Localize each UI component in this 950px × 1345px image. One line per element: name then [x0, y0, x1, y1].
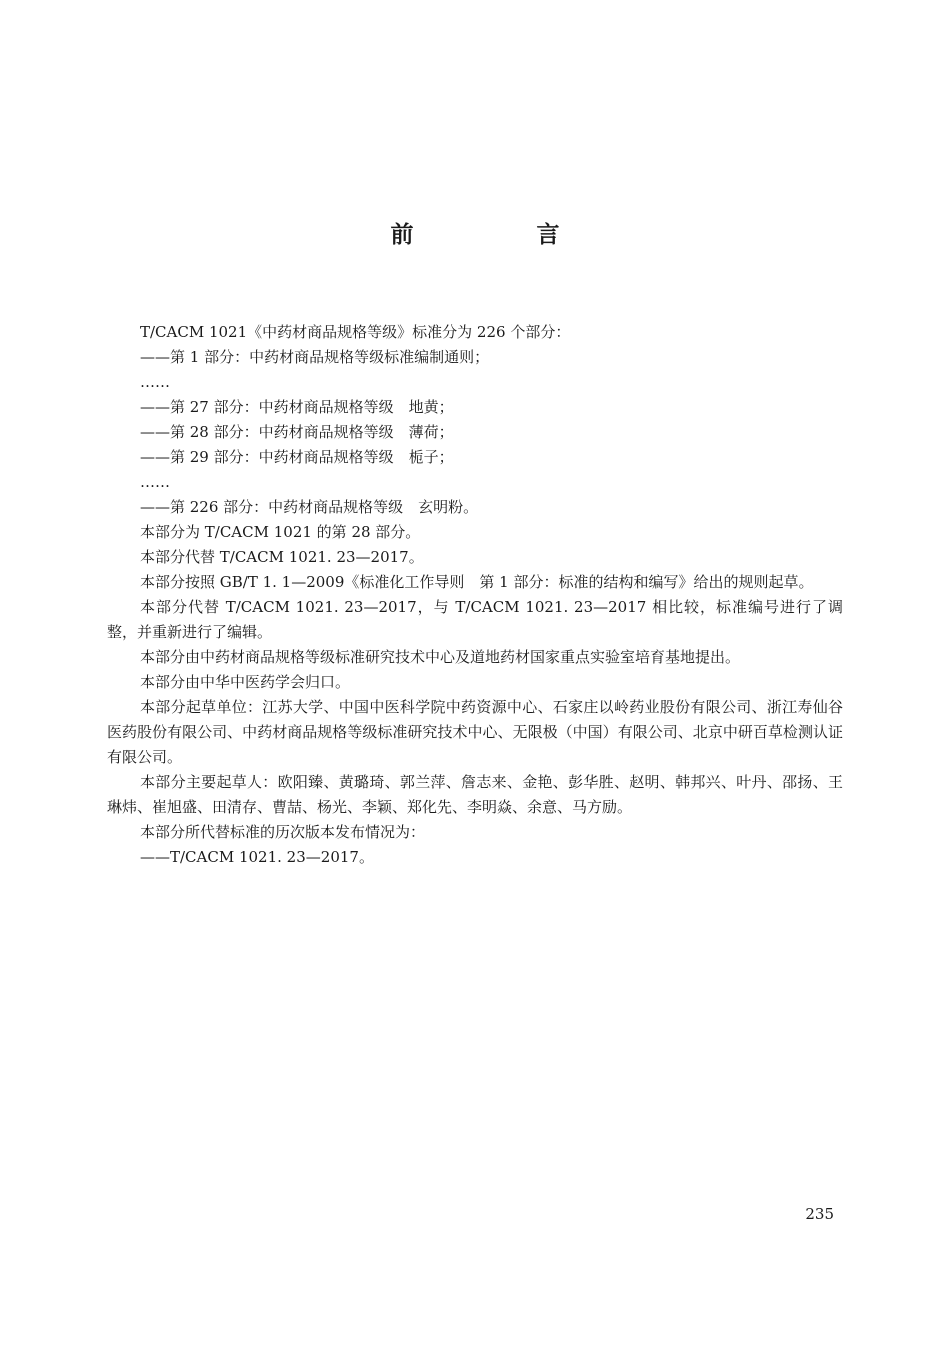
text-line: T/CACM 1021《中药材商品规格等级》标准分为 226 个部分： — [140, 323, 571, 341]
page-title: 前 言 — [390, 222, 610, 248]
text-line: ——第 28 部分：中药材商品规格等级 薄荷； — [140, 423, 454, 441]
paragraph: 本部分所代替标准的历次版本发布情况为： — [140, 823, 426, 841]
text-line: 本部分为 T/CACM 1021 的第 28 部分。 — [140, 523, 421, 541]
paragraph: 本部分由中华中医药学会归口。 — [140, 673, 351, 691]
document-body — [107, 320, 843, 870]
page-number: 235 — [805, 1205, 834, 1223]
text-line: 本部分代替 T/CACM 1021. 23—2017。 — [140, 548, 424, 566]
paragraph: 本部分由中药材商品规格等级标准研究技术中心及道地药材国家重点实验室培育基地提出。 — [140, 648, 741, 666]
text-line: ——第 1 部分：中药材商品规格等级标准编制通则； — [140, 348, 490, 366]
text-line: …… — [140, 473, 170, 491]
text-line: ——T/CACM 1021. 23—2017。 — [140, 848, 374, 866]
text-line: ——第 29 部分：中药材商品规格等级 栀子； — [140, 448, 454, 466]
paragraph: 本部分代替 T/CACM 1021. 23—2017，与 T/CACM 1021. 23—2017 相比较，标准编号进行了调整，并重新进行了编辑。 — [107, 598, 843, 641]
paragraph: 本部分主要起草人：欧阳臻、黄璐琦、郭兰萍、詹志来、金艳、彭华胜、赵明、韩邦兴、叶丹、邵扬、王琳炜、崔旭盛、田清存、曹喆、杨光、李颖、郑化先、李明焱、余意、马方励。 — [107, 773, 843, 816]
text-line: ——第 226 部分：中药材商品规格等级 玄明粉。 — [140, 498, 479, 516]
paragraph: 本部分按照 GB/T 1. 1—2009《标准化工作导则 第 1 部分：标准的结构和编写》给出的规则起草。 — [140, 573, 814, 591]
text-line: ——第 27 部分：中药材商品规格等级 地黄； — [140, 398, 454, 416]
text-line: …… — [140, 373, 170, 391]
paragraph: 本部分起草单位：江苏大学、中国中医科学院中药资源中心、石家庄以岭药业股份有限公司、浙江寿仙谷医药股份有限公司、中药材商品规格等级标准研究技术中心、无限极（中国）有限公司、北京中研百草检测认证有限公司。 — [107, 698, 843, 766]
